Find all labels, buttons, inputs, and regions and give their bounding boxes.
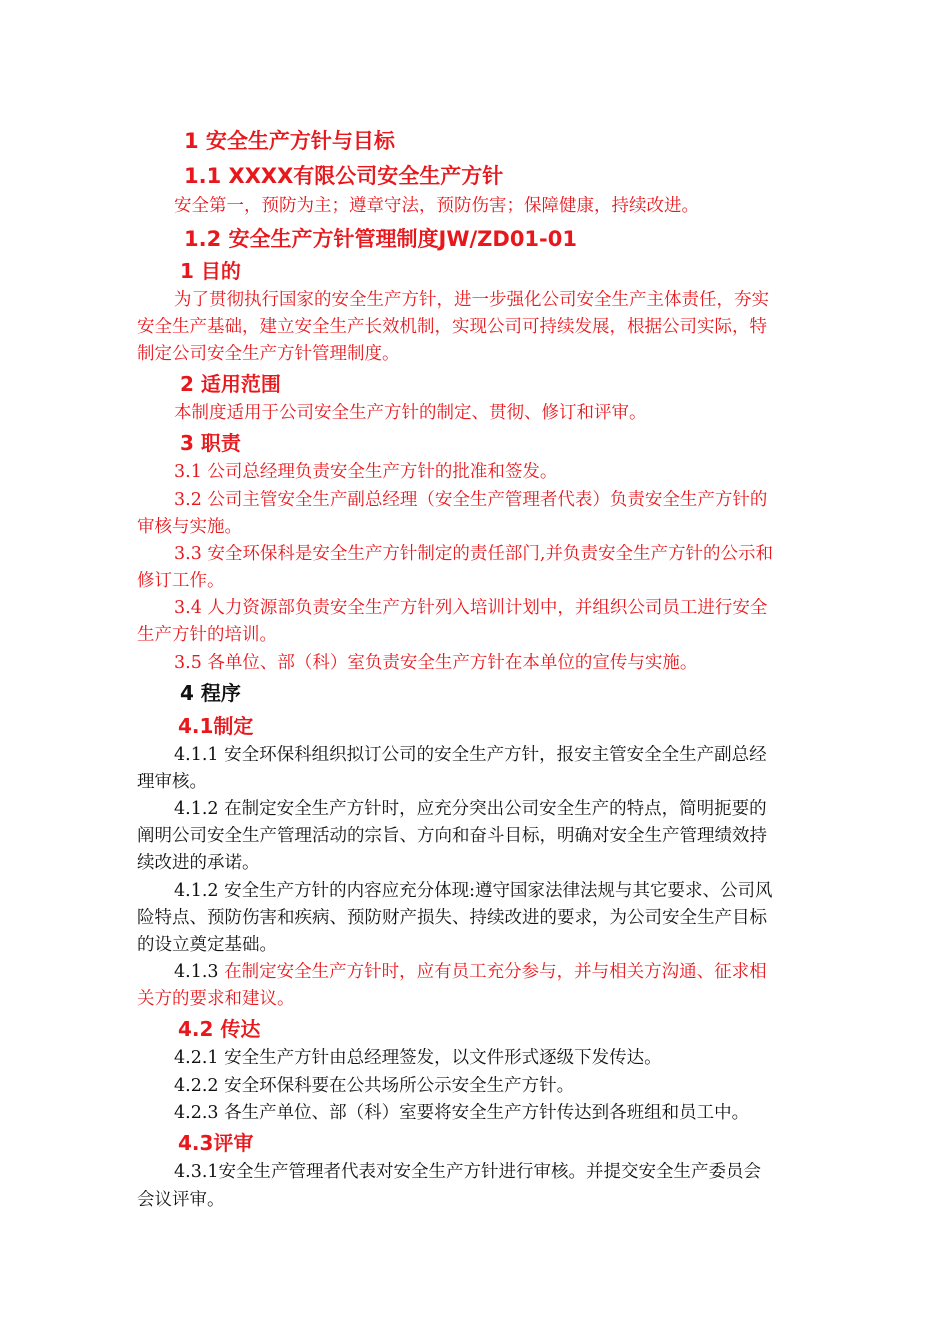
policy-text: 安全第一，预防为主；遵章守法，预防伤害；保障健康，持续改进。 (174, 196, 699, 216)
procedure-item: 4.1.1 安全环保科组织拟订公司的安全生产方针，报安主管安全全生产副总经 (174, 745, 767, 765)
procedure-item: 续改进的承诺。 (137, 853, 260, 873)
procedure-item: 4.2.3 各生产单位、部（科）室要将安全生产方针传达到各班组和员工中。 (174, 1103, 750, 1123)
section-purpose-title: 1 目的 (180, 259, 241, 283)
paragraph-line: 为了贯彻执行国家的安全生产方针，进一步强化公司安全生产主体责任，夯实 (174, 290, 769, 310)
section-duties-title: 3 职责 (180, 431, 241, 455)
section-scope-title: 2 适用范围 (180, 372, 281, 396)
procedure-item: 4.1.2 在制定安全生产方针时，应充分突出公司安全生产的特点，简明扼要的 (174, 799, 767, 819)
duty-item: 3.5 各单位、部（科）室负责安全生产方针在本单位的宣传与实施。 (174, 653, 698, 673)
duty-item: 3.1 公司总经理负责安全生产方针的批准和签发。 (174, 462, 558, 482)
procedure-item: 4.2.1 安全生产方针由总经理签发，以文件形式逐级下发传达。 (174, 1048, 662, 1068)
subsection-review-title: 4.3评审 (178, 1131, 254, 1155)
procedure-item: 会议评审。 (137, 1190, 225, 1210)
paragraph-line: 制定公司安全生产方针管理制度。 (137, 344, 400, 364)
subsection-communicate-title: 4.2 传达 (178, 1017, 261, 1041)
heading-1-2: 1.2 安全生产方针管理制度JW/ZD01-01 (184, 227, 577, 251)
duty-item: 3.2 公司主管安全生产副总经理（安全生产管理者代表）负责安全生产方针的 (174, 490, 768, 510)
section-procedure-title: 4 程序 (180, 681, 241, 705)
procedure-item (174, 964, 767, 982)
procedure-item: 险特点、预防伤害和疾病、预防财产损失、持续改进的要求，为公司安全生产目标 (137, 908, 767, 928)
duty-item: 生产方针的培训。 (137, 625, 277, 645)
heading-1-1: 1.1 XXXX有限公司安全生产方针 (184, 164, 504, 188)
duty-item: 审核与实施。 (137, 517, 242, 537)
duty-item: 3.4 人力资源部负责安全生产方针列入培训计划中，并组织公司员工进行安全 (174, 598, 768, 618)
paragraph-line: 本制度适用于公司安全生产方针的制定、贯彻、修订和评审。 (174, 403, 647, 423)
procedure-item: 4.1.2 安全生产方针的内容应充分体现:遵守国家法律法规与其它要求、公司风 (174, 881, 773, 901)
procedure-item: 4.2.2 安全环保科要在公共场所公示安全生产方针。 (174, 1076, 575, 1096)
procedure-item: 关方的要求和建议。 (137, 989, 295, 1009)
duty-item: 修订工作。 (137, 571, 225, 591)
heading-1: 1 安全生产方针与目标 (184, 129, 395, 153)
subsection-formulate-title: 4.1制定 (178, 714, 254, 738)
procedure-item: 阐明公司安全生产管理活动的宗旨、方向和奋斗目标，明确对安全生产管理绩效持 (137, 826, 767, 846)
item-text: 在制定安全生产方针时，应有员工充分参与，并与相关方沟通、征求相 (224, 962, 767, 982)
item-number: 4.1.3 (174, 962, 225, 982)
procedure-item: 4.3.1安全生产管理者代表对安全生产方针进行审核。并提交安全生产委员会 (174, 1162, 762, 1182)
procedure-item: 理审核。 (137, 772, 207, 792)
paragraph-line: 安全生产基础，建立安全生产长效机制，实现公司可持续发展，根据公司实际，特 (137, 317, 767, 337)
procedure-item: 的设立奠定基础。 (137, 935, 277, 955)
duty-item: 3.3 安全环保科是安全生产方针制定的责任部门,并负责安全生产方针的公示和 (174, 544, 773, 564)
